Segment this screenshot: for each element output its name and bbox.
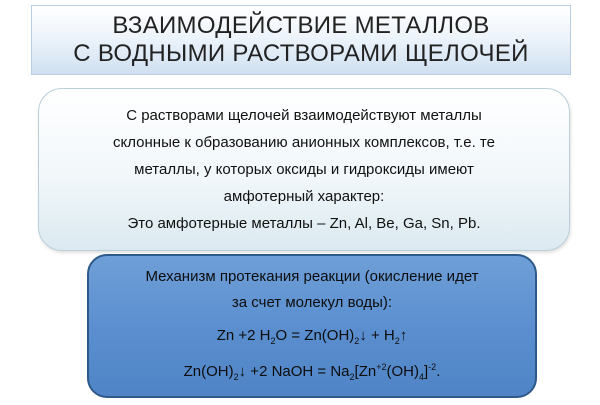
info-line: амфотерный характер:: [223, 188, 385, 205]
eq-subscript: 2: [270, 336, 276, 346]
mechanism-box: [87, 254, 537, 398]
eq-text: ↓ + H: [359, 327, 395, 344]
eq-superscript: -2: [428, 362, 437, 372]
eq-text: Zn(OH): [183, 363, 234, 380]
eq-text: ↓ +2 NaOH = Na: [238, 363, 350, 380]
info-box: [38, 88, 570, 251]
mechanism-heading-2: за счет молекул воды):: [231, 294, 393, 311]
info-line: металлы, у которых оксиды и гидроксиды имеют: [134, 161, 474, 178]
title-line-1: ВЗАИМОДЕЙСТВИЕ МЕТАЛЛОВ: [112, 12, 490, 39]
eq-text: Zn +2 H: [216, 327, 271, 344]
eq-text: .: [436, 363, 441, 380]
eq-subscript: 2: [233, 372, 239, 382]
equation-1: [217, 322, 408, 350]
info-line: склонные к образованию анионных комплексов, т.е. те: [113, 134, 495, 151]
eq-text: O = Zn(OH): [275, 327, 355, 344]
eq-subscript: 4: [419, 372, 425, 382]
eq-superscript: +2: [376, 362, 387, 372]
eq-text: (OH): [386, 363, 419, 380]
title-banner: [31, 5, 571, 75]
mechanism-heading-1: Механизм протекания реакции (окисление идет: [145, 268, 479, 285]
title-line-2: С ВОДНЫМИ РАСТВОРАМИ ЩЕЛОЧЕЙ: [73, 40, 529, 67]
eq-subscript: 2: [354, 336, 360, 346]
info-line: Это амфотерные металлы – Zn, Al, Be, Ga, Sn, Pb.: [127, 215, 481, 232]
eq-text: [Zn: [354, 363, 377, 380]
equation-2: [184, 358, 441, 386]
info-line: С растворами щелочей взаимодействуют металлы: [126, 107, 482, 124]
eq-text: ↑: [399, 327, 408, 344]
eq-subscript: 2: [349, 372, 355, 382]
eq-text: ]: [424, 363, 429, 380]
eq-subscript: 2: [394, 336, 400, 346]
